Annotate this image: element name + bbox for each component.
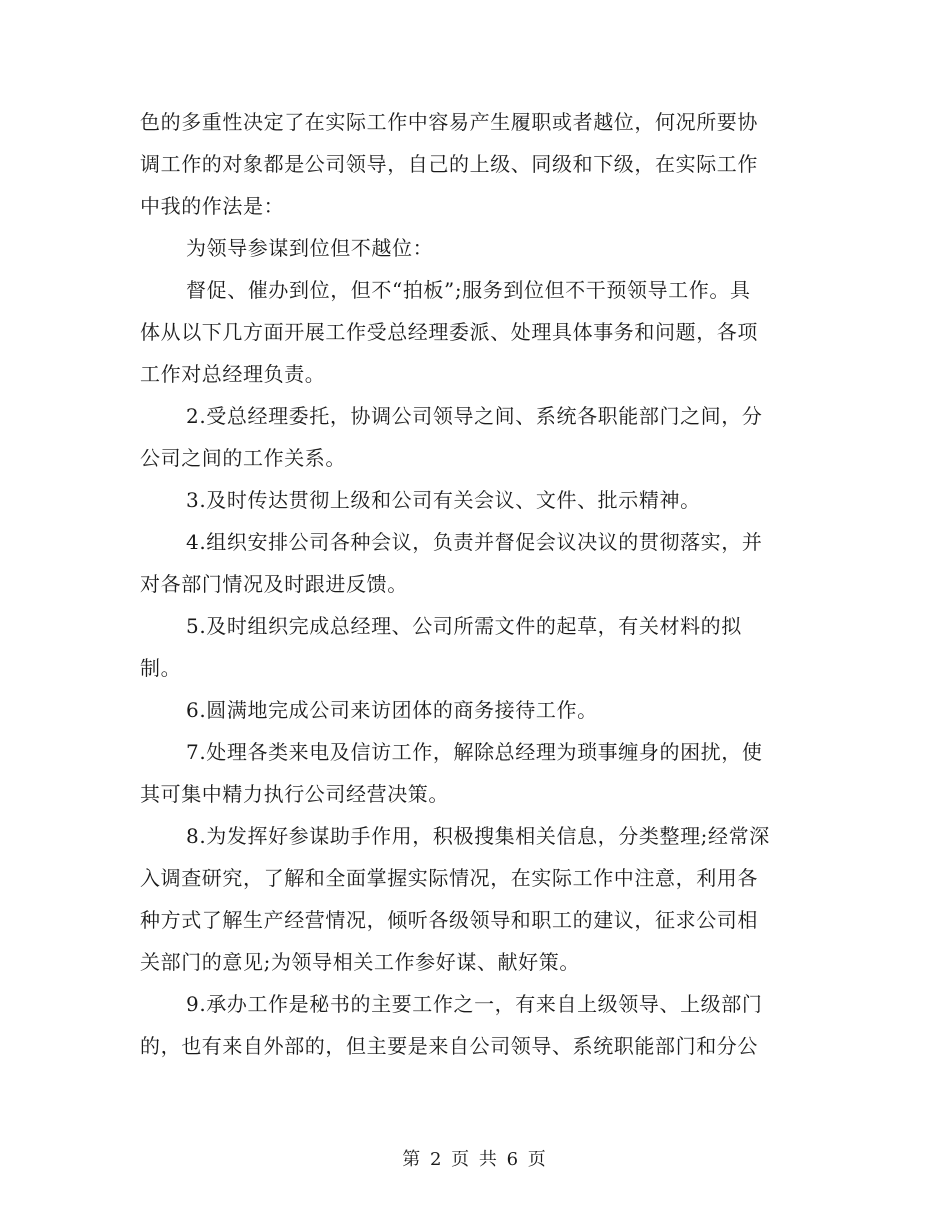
- text-line: 工作对总经理负责。: [140, 362, 326, 386]
- text-line: 4.组织安排公司各种会议，负责并督促会议决议的贯彻落实，并: [186, 530, 763, 554]
- text-line: 的，也有来自外部的，但主要是来自公司领导、系统职能部门和分公: [140, 1034, 758, 1058]
- text-line: 关部门的意见;为领导相关工作参好谋、献好策。: [140, 950, 580, 974]
- text-line: 2.受总经理委托，协调公司领导之间、系统各职能部门之间，分: [186, 404, 763, 428]
- text-line: 调工作的对象都是公司领导，自己的上级、同级和下级，在实际工作: [140, 152, 758, 176]
- text-line: 公司之间的工作关系。: [140, 446, 346, 470]
- text-line: 5.及时组织完成总经理、公司所需文件的起草，有关材料的拟: [186, 614, 742, 638]
- text-line: 色的多重性决定了在实际工作中容易产生履职或者越位，何况所要协: [140, 110, 758, 134]
- text-line: 制。: [140, 656, 182, 680]
- text-line: 入调查研究，了解和全面掌握实际情况，在实际工作中注意，利用各: [140, 866, 758, 890]
- text-line: 3.及时传达贯彻上级和公司有关会议、文件、批示精神。: [186, 488, 701, 512]
- text-line: 其可集中精力执行公司经营决策。: [140, 782, 449, 806]
- text-line: 7.处理各类来电及信访工作，解除总经理为琐事缠身的困扰，使: [186, 740, 763, 764]
- text-line: 中我的作法是：: [140, 194, 285, 218]
- text-line: 为领导参谋到位但不越位：: [186, 236, 434, 260]
- text-line: 体从以下几方面开展工作受总经理委派、处理具体事务和问题，各项: [140, 320, 758, 344]
- document-body: [140, 101, 812, 1067]
- text-line: 督促、催办到位，但不“拍板”;服务到位但不干预领导工作。具: [186, 278, 751, 302]
- text-line: 6.圆满地完成公司来访团体的商务接待工作。: [186, 698, 598, 722]
- text-line: 8.为发挥好参谋助手作用，积极搜集相关信息，分类整理;经常深: [186, 824, 770, 848]
- text-line: 对各部门情况及时跟进反馈。: [140, 572, 408, 596]
- text-line: 种方式了解生产经营情况，倾听各级领导和职工的建议，征求公司相: [140, 908, 758, 932]
- text-line: 9.承办工作是秘书的主要工作之一，有来自上级领导、上级部门: [186, 992, 763, 1016]
- page-number-footer: 第 2 页 共 6 页: [402, 1149, 548, 1170]
